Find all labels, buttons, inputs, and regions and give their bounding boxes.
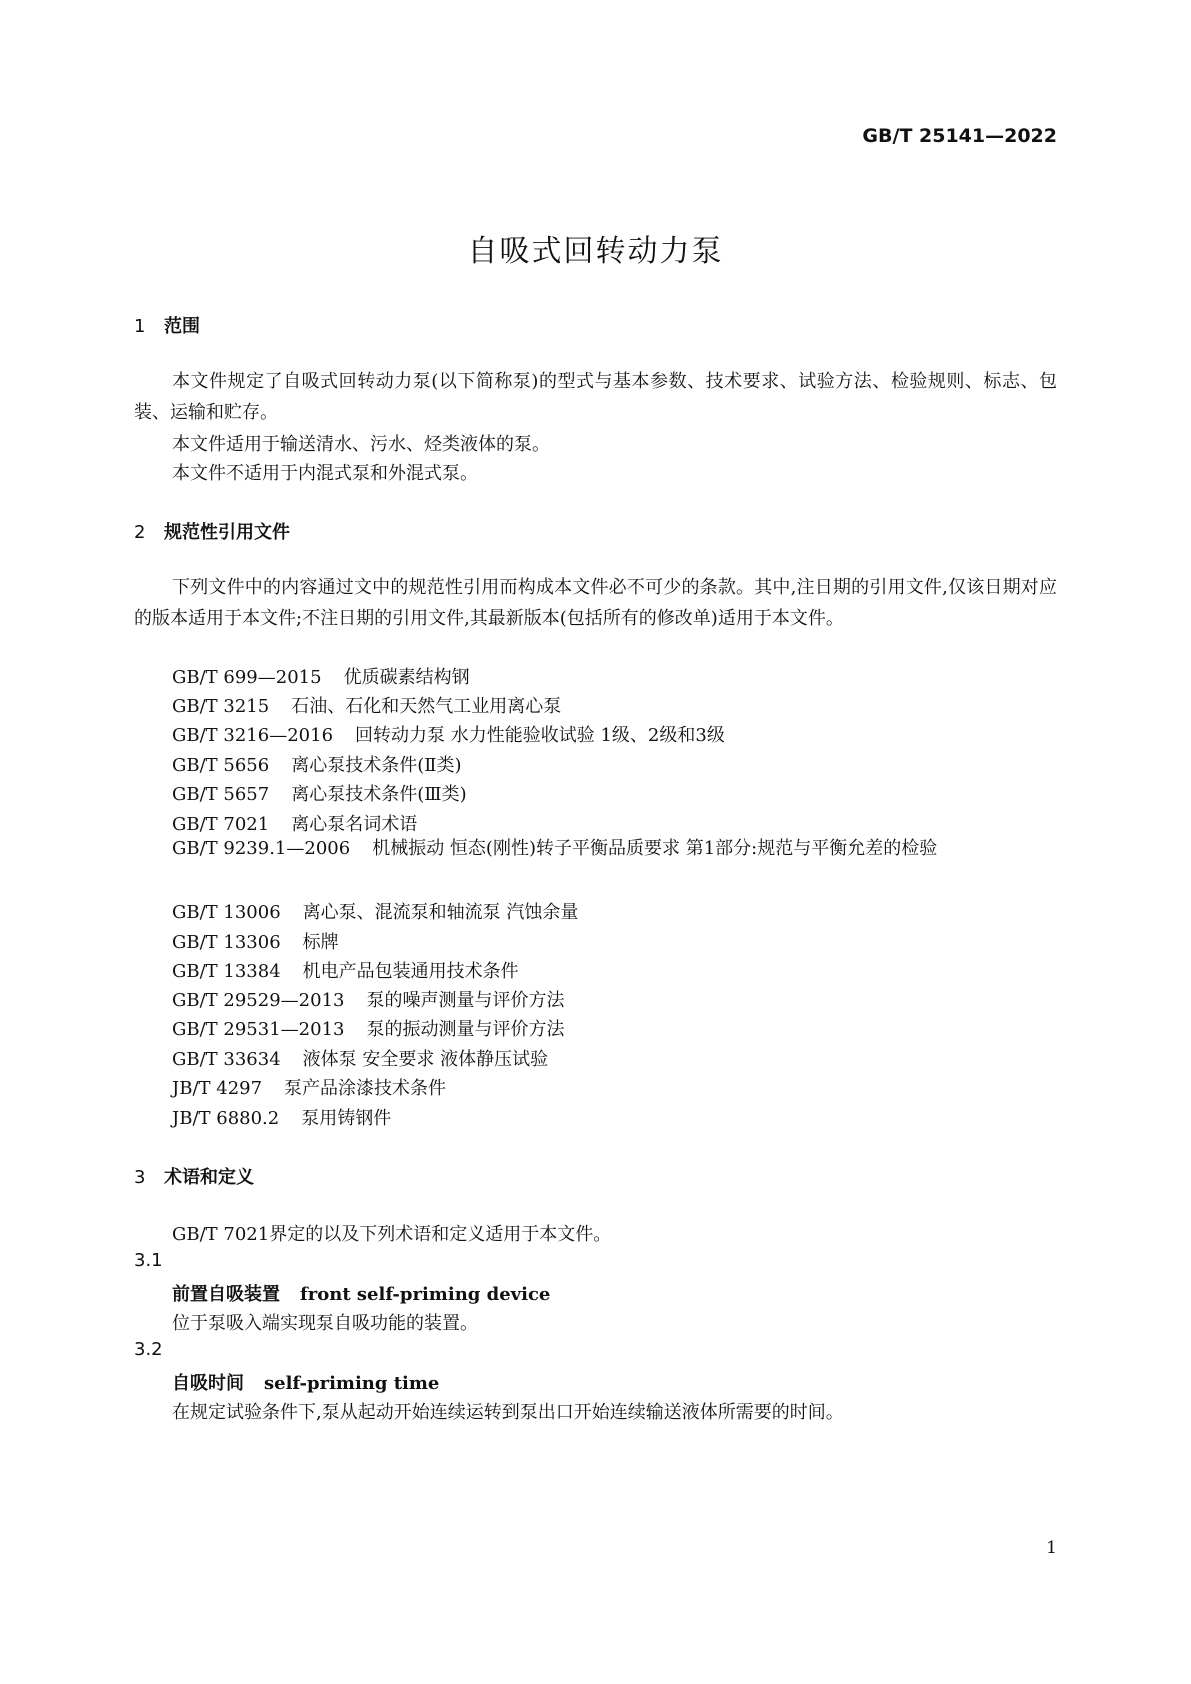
reference-title: 机械振动 恒态(刚性)转子平衡品质要求 第1部分:规范与平衡允差的检验 [372,838,938,859]
document-title: 自吸式回转动力泵 [467,234,724,269]
term-name [172,1280,550,1306]
reference-item [172,957,519,983]
reference-code: GB/T 29531—2013 [172,1019,345,1040]
reference-title: 离心泵技术条件(Ⅱ类) [291,755,462,776]
section-title: 范围 [164,316,200,337]
reference-code: GB/T 5656 [172,755,270,776]
section-title: 术语和定义 [164,1167,254,1188]
section-3-heading [134,1163,254,1189]
reference-title: 泵的振动测量与评价方法 [366,1019,565,1040]
section-3-intro: GB/T 7021界定的以及下列术语和定义适用于本文件。 [172,1224,612,1245]
section-number: 3 [134,1167,146,1188]
reference-item [172,780,467,806]
section-1-para-3: 本文件不适用于内混式泵和外混式泵。 [172,463,478,484]
term-name-en: front self-priming device [300,1284,551,1305]
section-2-intro: 下列文件中的内容通过文中的规范性引用而构成本文件必不可少的条款。其中,注日期的引用文件,仅该日期对应的版本适用于本文件;不注日期的引用文件,其最新版本(包括所有的修改单)适用于本文件。 [134,577,1057,629]
section-1-para-2: 本文件适用于输送清水、污水、烃类液体的泵。 [172,434,550,455]
reference-item [172,986,564,1012]
reference-code: GB/T 5657 [172,784,270,805]
reference-item [172,1104,391,1130]
reference-title: 离心泵技术条件(Ⅲ类) [291,784,467,805]
reference-code: GB/T 3216—2016 [172,725,334,746]
reference-item [172,1074,446,1100]
reference-code: GB/T 699—2015 [172,667,322,688]
reference-item [134,833,1057,864]
reference-title: 泵的噪声测量与评价方法 [366,990,565,1011]
section-number: 2 [134,522,146,543]
reference-title: 回转动力泵 水力性能验收试验 1级、2级和3级 [355,725,725,746]
term-definition: 位于泵吸入端实现泵自吸功能的装置。 [172,1313,478,1334]
term-name-en: self-priming time [264,1373,440,1394]
section-1-heading [134,312,200,338]
section-1-para-1: 本文件规定了自吸式回转动力泵(以下简称泵)的型式与基本参数、技术要求、试验方法、检验规则、标志、包装、运输和贮存。 [134,371,1057,423]
section-2-heading [134,518,290,544]
term-name-zh: 自吸时间 [172,1373,244,1394]
reference-code: GB/T 3215 [172,696,270,717]
reference-code: GB/T 29529—2013 [172,990,345,1011]
reference-code: GB/T 33634 [172,1049,281,1070]
reference-title: 石油、石化和天然气工业用离心泵 [291,696,562,717]
page-number: 1 [1046,1538,1057,1558]
section-title: 规范性引用文件 [164,522,290,543]
reference-title: 优质碳素结构钢 [343,667,470,688]
reference-item [172,928,339,954]
reference-item [172,751,462,777]
reference-title: 泵用铸钢件 [301,1108,392,1129]
reference-title: 离心泵名词术语 [291,814,418,835]
term-name-zh: 前置自吸装置 [172,1284,280,1305]
reference-item [172,898,578,924]
reference-title: 机电产品包装通用技术条件 [302,961,519,982]
reference-title: 液体泵 安全要求 液体静压试验 [302,1049,549,1070]
standard-code: GB/T 25141—2022 [862,125,1057,147]
reference-title: 离心泵、混流泵和轴流泵 汽蚀余量 [302,902,579,923]
reference-title: 标牌 [302,932,339,953]
reference-code: GB/T 9239.1—2006 [172,838,351,859]
term-number: 3.2 [134,1339,163,1360]
reference-title: 泵产品涂漆技术条件 [284,1078,447,1099]
reference-code: JB/T 6880.2 [172,1108,280,1129]
term-name [172,1369,439,1395]
term-definition: 在规定试验条件下,泵从起动开始连续运转到泵出口开始连续输送液体所需要的时间。 [172,1402,844,1423]
reference-code: GB/T 13006 [172,902,281,923]
reference-item [172,1045,548,1071]
reference-item [172,692,561,718]
reference-item [172,663,470,689]
section-number: 1 [134,316,146,337]
reference-item [172,721,725,747]
reference-code: GB/T 13384 [172,961,281,982]
reference-code: GB/T 7021 [172,814,270,835]
term-number: 3.1 [134,1250,163,1271]
reference-item [172,1015,564,1041]
reference-code: GB/T 13306 [172,932,281,953]
reference-code: JB/T 4297 [172,1078,263,1099]
